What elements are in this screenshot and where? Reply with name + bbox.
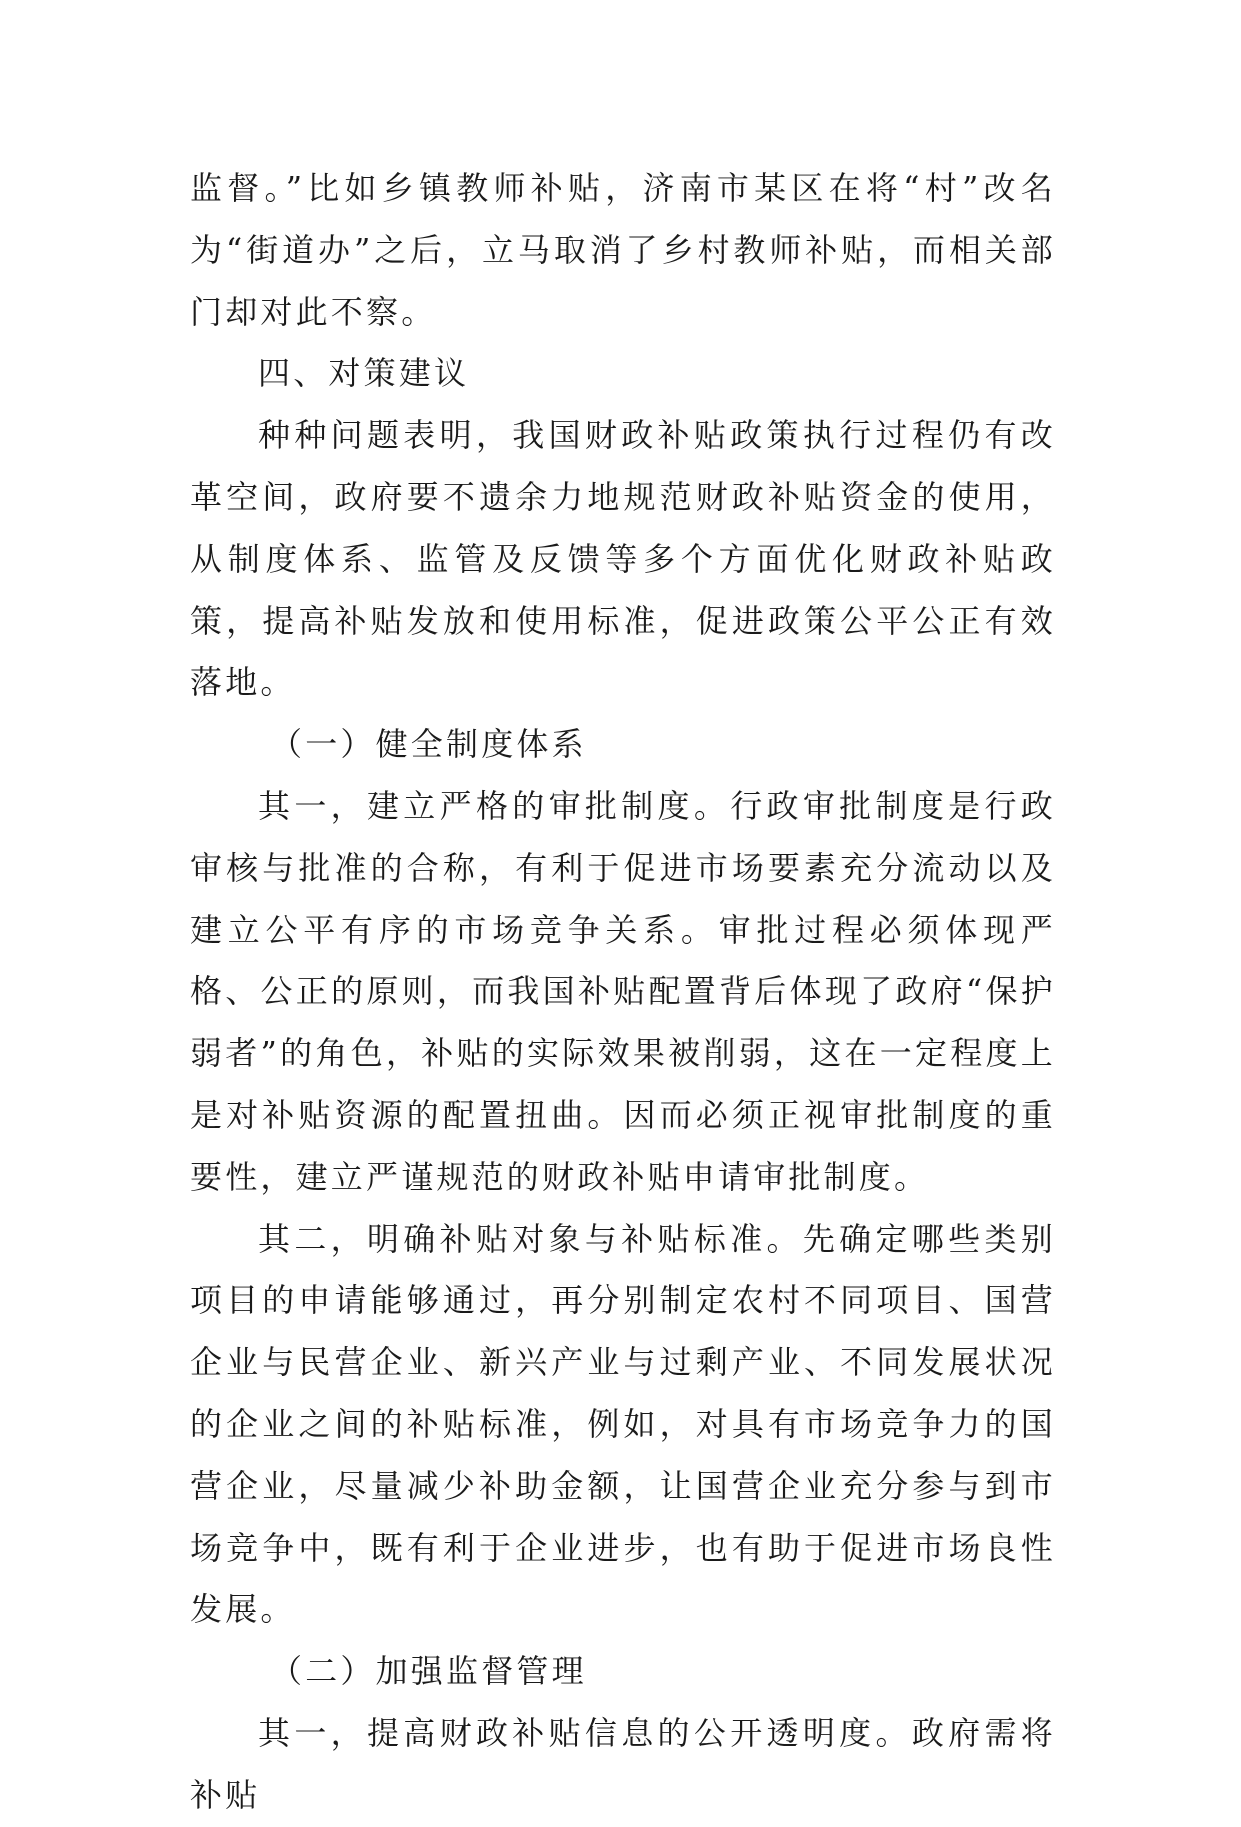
document-body <box>190 158 1056 1827</box>
section-heading-countermeasures: 四、对策建议 <box>258 354 470 393</box>
paragraph-transparency: 其一，提高财政补贴信息的公开透明度。政府需将补贴 <box>190 1713 1056 1814</box>
paragraph-standards: 其二，明确补贴对象与补贴标准。先确定哪些类别项目的申请能够通过，再分别制定农村不同项目、国营企业与民营企业、新兴产业与过剩产业、不同发展状况的企业之间的补贴标准，例如，对具有市场竞争力的国营企业，尽量减少补助金额，让国营企业充分参与到市场竞争中，既有利于企业进步，也有助于促进市场良性发展。 <box>190 1219 1056 1629</box>
subsection-heading-supervision: （二）加强监督管理 <box>270 1652 587 1691</box>
paragraph-approval: 其一，建立严格的审批制度。行政审批制度是行政审核与批准的合称，有利于促进市场要素充分流动以及建立公平有序的市场竞争关系。审批过程必须体现严格、公正的原则，而我国补贴配置背后体现了政府“保护弱者”的角色，补贴的实际效果被削弱，这在一定程度上是对补贴资源的配置扭曲。因而必须正视审批制度的重要性，建立严谨规范的财政补贴申请审批制度。 <box>190 786 1056 1196</box>
paragraph-intro: 种种问题表明，我国财政补贴政策执行过程仍有改革空间，政府要不遗余力地规范财政补贴资金的使用，从制度体系、监管及反馈等多个方面优化财政补贴政策，提高补贴发放和使用标准，促进政策公平公正有效落地。 <box>190 416 1056 702</box>
paragraph-continuation: 监督。”比如乡镇教师补贴，济南市某区在将“村”改名为“街道办”之后，立马取消了乡村教师补贴，而相关部门却对此不察。 <box>190 169 1056 331</box>
subsection-heading-system: （一）健全制度体系 <box>270 725 587 764</box>
